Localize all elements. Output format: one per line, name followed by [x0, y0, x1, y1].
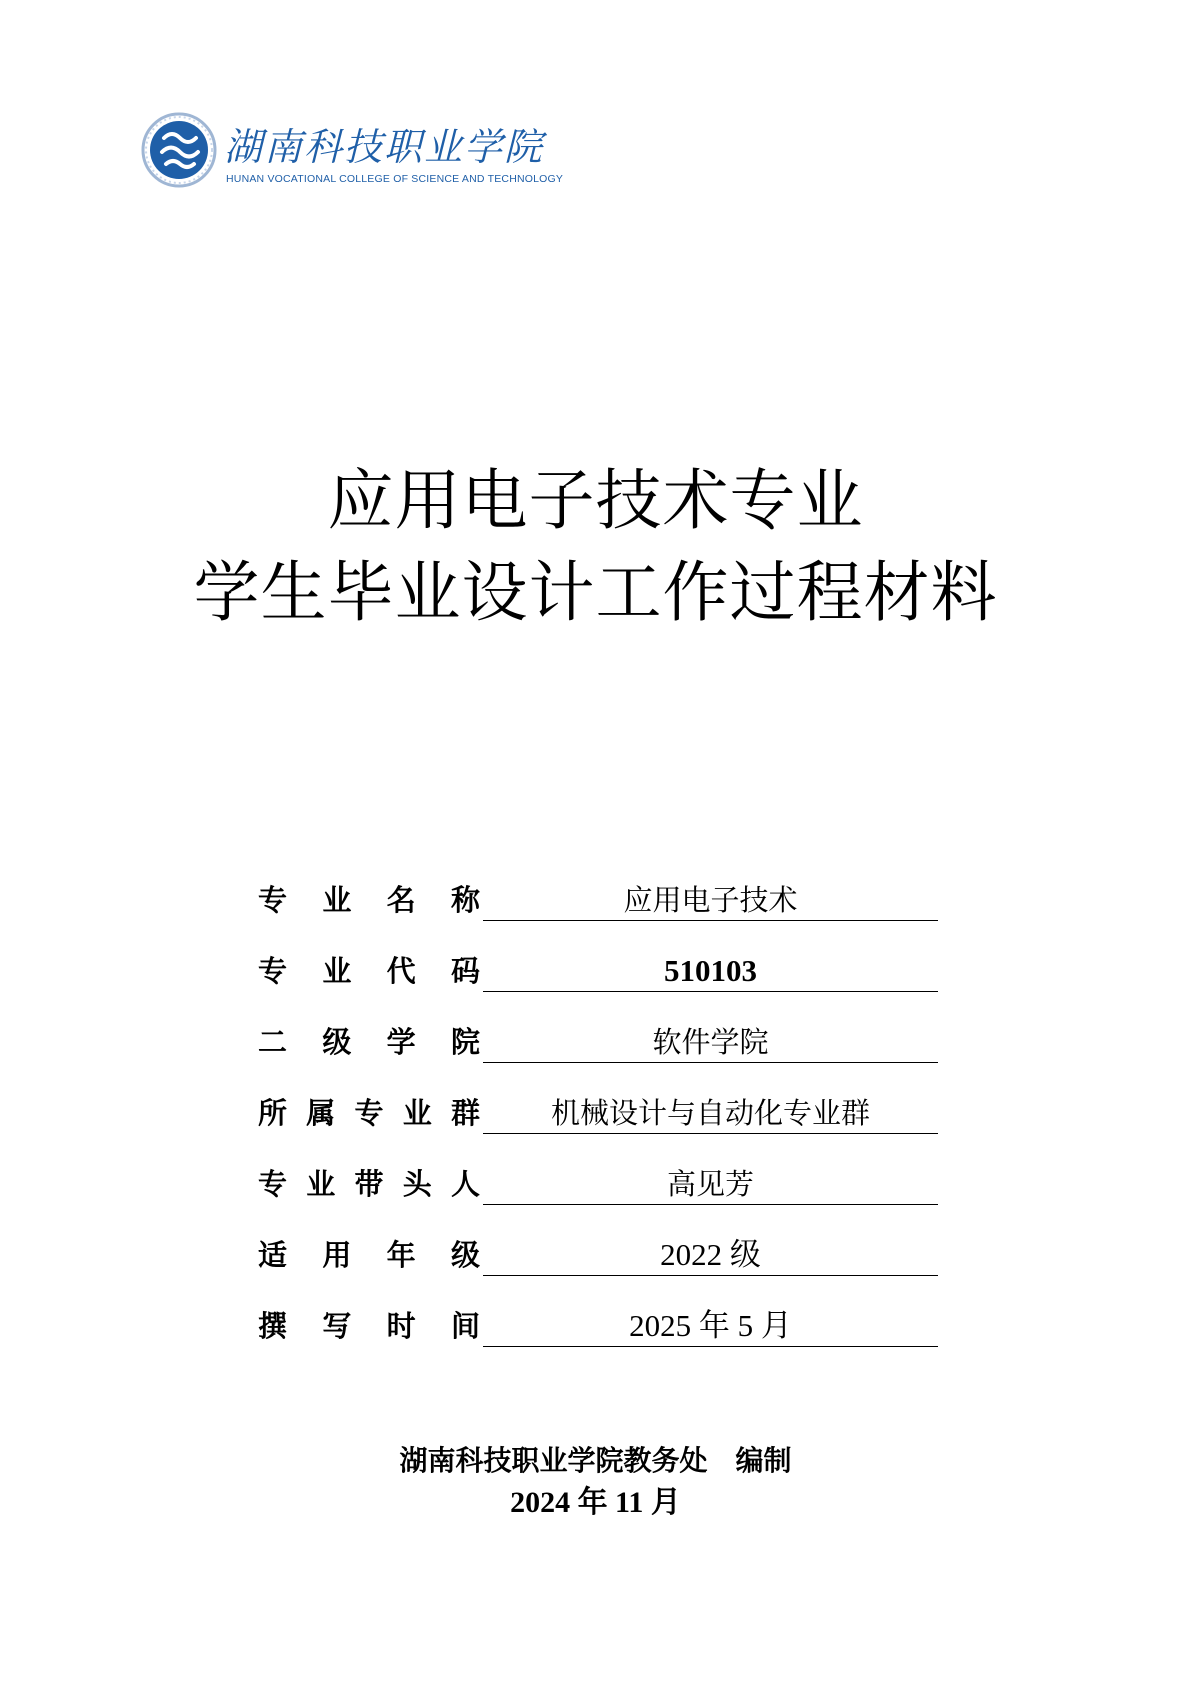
- seal-emblem-icon: [143, 114, 215, 186]
- field-value: 软件学院: [483, 1022, 938, 1063]
- field-value: 2022 级: [483, 1235, 938, 1276]
- field-label: 所 属 专 业 群: [258, 1096, 480, 1130]
- title-line-1: 应用电子技术专业: [327, 462, 864, 539]
- field-value: 510103: [483, 951, 938, 992]
- field-row-major-code: [258, 941, 938, 1012]
- college-name-english: HUNAN VOCATIONAL COLLEGE OF SCIENCE AND TECHNOLOGY: [226, 173, 564, 185]
- field-label: 适 用 年 级: [258, 1238, 480, 1272]
- field-value: 2025 年 5 月: [483, 1306, 938, 1347]
- footer: [0, 1440, 1191, 1524]
- field-row-major-name: [258, 870, 938, 941]
- college-name-calligraphy: 湖南科技职业学院: [224, 125, 545, 169]
- field-label: 撰 写 时 间: [258, 1309, 480, 1343]
- field-label: 专 业 带 头 人: [258, 1167, 480, 1201]
- issue-date: 2024 年 11 月: [510, 1486, 681, 1519]
- field-row-major-leader: [258, 1154, 938, 1225]
- field-label: 专 业 代 码: [258, 954, 480, 988]
- field-row-writing-date: [258, 1296, 938, 1367]
- issuer: 湖南科技职业学院教务处 编制: [399, 1444, 792, 1477]
- info-table: [258, 870, 938, 1367]
- field-value: 应用电子技术: [483, 880, 938, 921]
- field-value: 机械设计与自动化专业群: [483, 1093, 938, 1134]
- field-label: 二 级 学 院: [258, 1025, 480, 1059]
- title-line-2: 学生毕业设计工作过程材料: [193, 554, 998, 631]
- field-row-grade: [258, 1225, 938, 1296]
- field-row-major-group: [258, 1083, 938, 1154]
- field-label: 专 业 名 称: [258, 883, 480, 917]
- document-title: [0, 455, 1191, 639]
- college-logo: [138, 108, 608, 198]
- field-row-school: [258, 1012, 938, 1083]
- field-value: 高见芳: [483, 1164, 938, 1205]
